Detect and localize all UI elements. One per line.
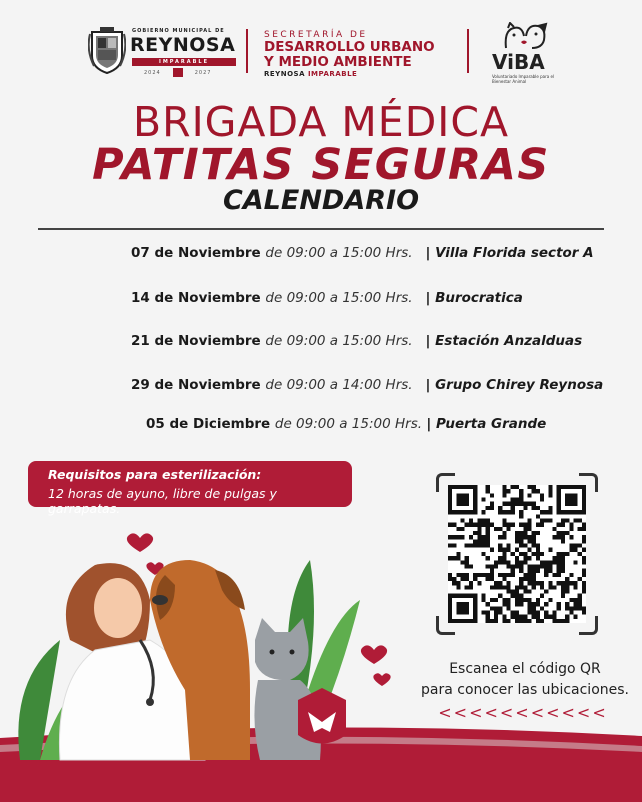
gobierno-name: REYNOSA (130, 34, 236, 56)
title-patitas: PATITAS SEGURAS (92, 140, 550, 190)
qr-code-frame[interactable] (436, 473, 598, 635)
leaves-illustration (18, 560, 360, 760)
mini-shield-icon (173, 68, 183, 77)
header-divider (246, 29, 248, 73)
title-divider (38, 228, 604, 230)
title-calendario: CALENDARIO (222, 185, 420, 216)
bottom-band (0, 727, 642, 802)
schedule-time: de 09:00 a 15:00 Hrs. (265, 333, 413, 349)
reynosa-government-logo (88, 26, 238, 76)
dog-illustration (150, 560, 250, 760)
schedule-time: de 09:00 a 15:00 Hrs. (274, 416, 423, 432)
veterinarian-illustration (59, 563, 220, 760)
schedule-time: de 09:00 a 15:00 Hrs. (265, 290, 413, 306)
gobierno-top-text: GOBIERNO MUNICIPAL DE (132, 28, 225, 34)
qr-caption (420, 659, 630, 701)
schedule-time: de 09:00 a 14:00 Hrs. (265, 377, 413, 393)
schedule-date: 21 de Noviembre (131, 333, 266, 349)
gobierno-years (144, 68, 211, 77)
schedule-row (131, 377, 642, 393)
qr-code-icon[interactable] (448, 485, 586, 623)
secretaria-top: SECRETARÍA DE (264, 30, 368, 40)
schedule-place: | Puerta Grande (426, 416, 547, 432)
title-brigada: BRIGADA MÉDICA (132, 98, 510, 146)
qr-caption-line1: Escanea el código QR (449, 661, 601, 677)
schedule-place: | Burocratica (425, 290, 523, 306)
schedule-row (131, 333, 642, 349)
secretaria-slogan: IMPARABLE (307, 70, 358, 78)
year-start: 2024 (144, 70, 161, 76)
requirements-text: 12 horas de ayuno, libre de pulgas y garrapatas. (48, 486, 277, 516)
secretaria-city: REYNOSA (264, 70, 306, 78)
year-end: 2027 (194, 70, 212, 76)
viba-name-a: Vi (492, 50, 514, 74)
hearts-decoration (127, 533, 391, 686)
coat-of-arms-icon (88, 26, 126, 74)
requirements-title: Requisitos para esterilización: (48, 467, 262, 482)
shield-emblem-icon (298, 688, 346, 744)
schedule-place: | Grupo Chirey Reynosa (425, 377, 604, 393)
arrows-decoration: <<<<<<<<<<< (438, 703, 608, 722)
schedule-row (131, 245, 642, 261)
gobierno-band: IMPARABLE (132, 58, 236, 66)
viba-name (492, 50, 545, 74)
requirements-box (28, 461, 352, 516)
secretaria-line2: Y MEDIO AMBIENTE (264, 54, 412, 70)
header-divider (467, 29, 469, 73)
schedule-date: 07 de Noviembre (131, 245, 266, 261)
cat-dog-outline-icon (502, 22, 548, 50)
schedule-date: 14 de Noviembre (131, 290, 266, 306)
viba-tagline: Voluntariado Imparable para el Bienestar Animal (492, 74, 555, 84)
cat-illustration (254, 618, 320, 760)
secretaria-logo (264, 30, 464, 78)
secretaria-line3 (264, 70, 464, 78)
schedule-time: de 09:00 a 15:00 Hrs. (265, 245, 413, 261)
schedule-place: | Villa Florida sector A (425, 245, 594, 261)
schedule-row (131, 290, 642, 306)
schedule-row (146, 416, 642, 432)
secretaria-line1: DESARROLLO URBANO (264, 39, 435, 55)
schedule-place: | Estación Anzalduas (425, 333, 583, 349)
schedule-date: 29 de Noviembre (131, 377, 266, 393)
viba-name-b: BA (513, 50, 545, 74)
qr-caption-line2: para conocer las ubicaciones. (421, 682, 629, 698)
viba-logo (488, 22, 558, 88)
schedule-date: 05 de Diciembre (146, 416, 275, 432)
